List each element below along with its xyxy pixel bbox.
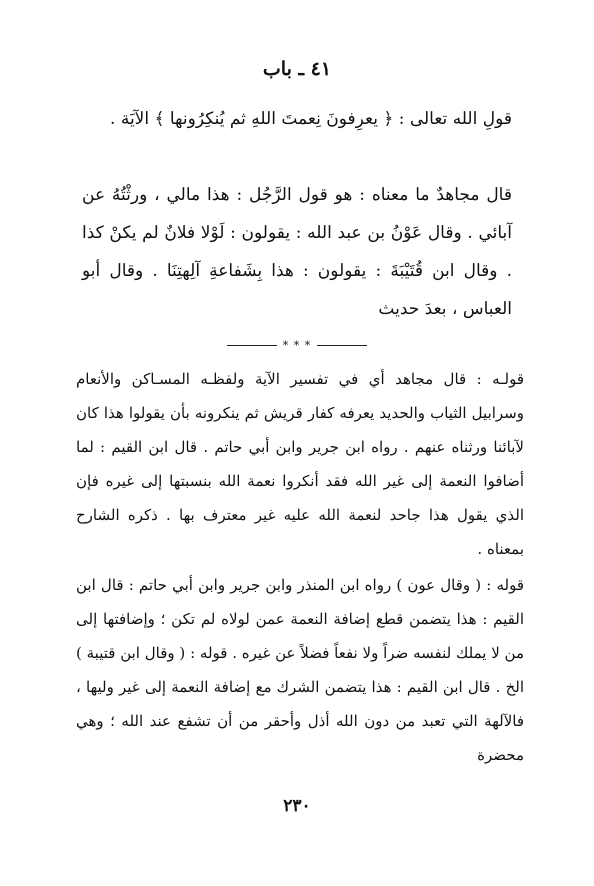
commentary-paragraph-2 xyxy=(76,568,524,772)
section-divider xyxy=(0,338,594,352)
chapter-title: ٤١ ـ باب xyxy=(262,58,332,80)
divider-stars: * * * xyxy=(282,338,312,352)
commentary-text: قوله : ( وقال عون ) رواه ابن المنذر وابن جرير وابن أبي حاتم : قال ابن القيم : هذا يتضمن قطع إضافة النعمة عمن لولاه لم تكن ؛ وإضافتها إلى من لا يملك لنفسه ضراً ولا نفعاً فضلاً عن غيره . قوله : ( وقال ابن قتيبة ) الخ . قال ابن القيم : هذا يتضمن الشرك مع إضافة النعمة إلى غير وليها ، فالآلهة التي تعبد من دون الله أذل وأحقر من أن تشفع عند الله ؛ وهي محضرة xyxy=(76,576,524,764)
page-number: ٢٣٠ xyxy=(283,796,311,816)
divider-rule-left xyxy=(227,345,277,346)
commentary-paragraph-1 xyxy=(76,362,524,566)
commentary-text: قولـه : قال مجاهد أي في تفسير الآية ولفظـه المسـاكن والأنعام وسرابيل الثياب والحديد يعرفه كفار قريش ثم ينكرونه بأن يقولوا هذا كان لآبائنا ورثناه عنهم . رواه ابن جرير وابن أبي حاتم . قال ابن القيم : لما أضافوا النعمة إلى غير الله فقد أنكروا نعمة الله بنسبتها إلى غيره فإن الذي يقول هذا جاحد لنعمة الله عليه غير معترف بها . ذكره الشارح بمعناه . xyxy=(76,370,524,558)
main-text-line: قولِ الله تعالى : ﴿ يعرِفونَ نِعمتَ اللهِ ثم يُنكِرُونها ﴾ الآيَة . xyxy=(110,109,512,129)
main-text-paragraph-2 xyxy=(82,176,512,328)
main-text-line: قال مجاهدٌ ما معناه : هو قول الرَّجُل : هذا مالي ، ورثْتُهُ عن آبائي . وقال عَوْنُ بن عبد الله : يقولون : لَوْلا فلانٌ لم يكنْ كذا . وقال ابن قُتَيْبَةَ : يقولون : هذا بِشَفاعةِ آلِهتِنَا . وقال أبو العباس ، بعدَ حديث xyxy=(82,185,512,319)
divider-rule-right xyxy=(317,345,367,346)
main-text-paragraph-1 xyxy=(82,100,512,138)
